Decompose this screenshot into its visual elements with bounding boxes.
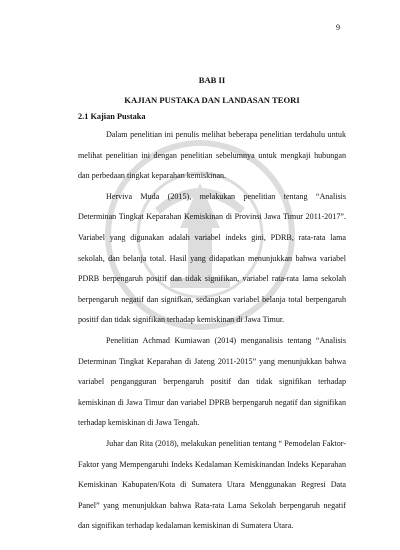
paragraph: Herviva Muda (2015), melakukan penelitian tentang “Analisis Determinan Tingkat Keparahan Kemiskinan di Provinsi Jawa Timur 2011-2017”. Variabel yang digunakan adalah variabel indeks gini, PDRB, rata-rata lama sekolah, dan belanja total. Hasil yang didapatkan menunjukkan bahwa variabel PDRB berpengaruh positif dan tidak signifikan, variabel rata-rata lama sekolah berpengaruh negatif dan signifkan, sedangkan variabel belanja total berpengaruh positif dan tidak signifikan terhadap kemiskinan di Jawa Timur. [78, 191, 346, 325]
page-number: 9 [336, 23, 340, 32]
paragraph: Dalam penelitian ini penulis melihat beberapa penelitian terdahulu untuk melihat penelitian ini dengan penelitian sebelumnya untuk mengkaji hubungan dan perbedaan tingkat keparahan kemiskinan. [78, 130, 346, 181]
document-body [78, 72, 346, 537]
chapter-title: KAJIAN PUSTAKA DAN LANDASAN TEORI [124, 95, 300, 105]
chapter-label: BAB II [198, 75, 226, 85]
paragraph: Juhar dan Rita (2018), melakukan penelitian tentang “ Pemodelan Faktor-Faktor yang Mempengaruhi Indeks Kedalaman Kemiskinandan Indeks Keparahan Kemiskinan Kabupaten/Kota di Sumatera Utara Menggunakan Regresi Data Panel” yang menunjukkan bahwa Rata-rata Lama Sekolah berpengaruh negatif dan signifikan terhadap kedalaman kemiskinan di Sumatera Utara. [78, 438, 346, 531]
section-heading: 2.1 Kajian Pustaka [78, 112, 146, 121]
paragraph: Penelitian Achmad Kumiawan (2014) menganalisis tentang “Analisis Determinan Tingkat Keparahan di Jateng 2011-2015” yang menunjukkan bahwa variabel pengangguran berpengaruh positif dan tidak signifikan terhadap kemiskinan di Jawa Timur dan variabel DPRB berpengaruh negatif dan signifikan terhadap kemiskinan di Jawa Tengah. [78, 335, 346, 428]
